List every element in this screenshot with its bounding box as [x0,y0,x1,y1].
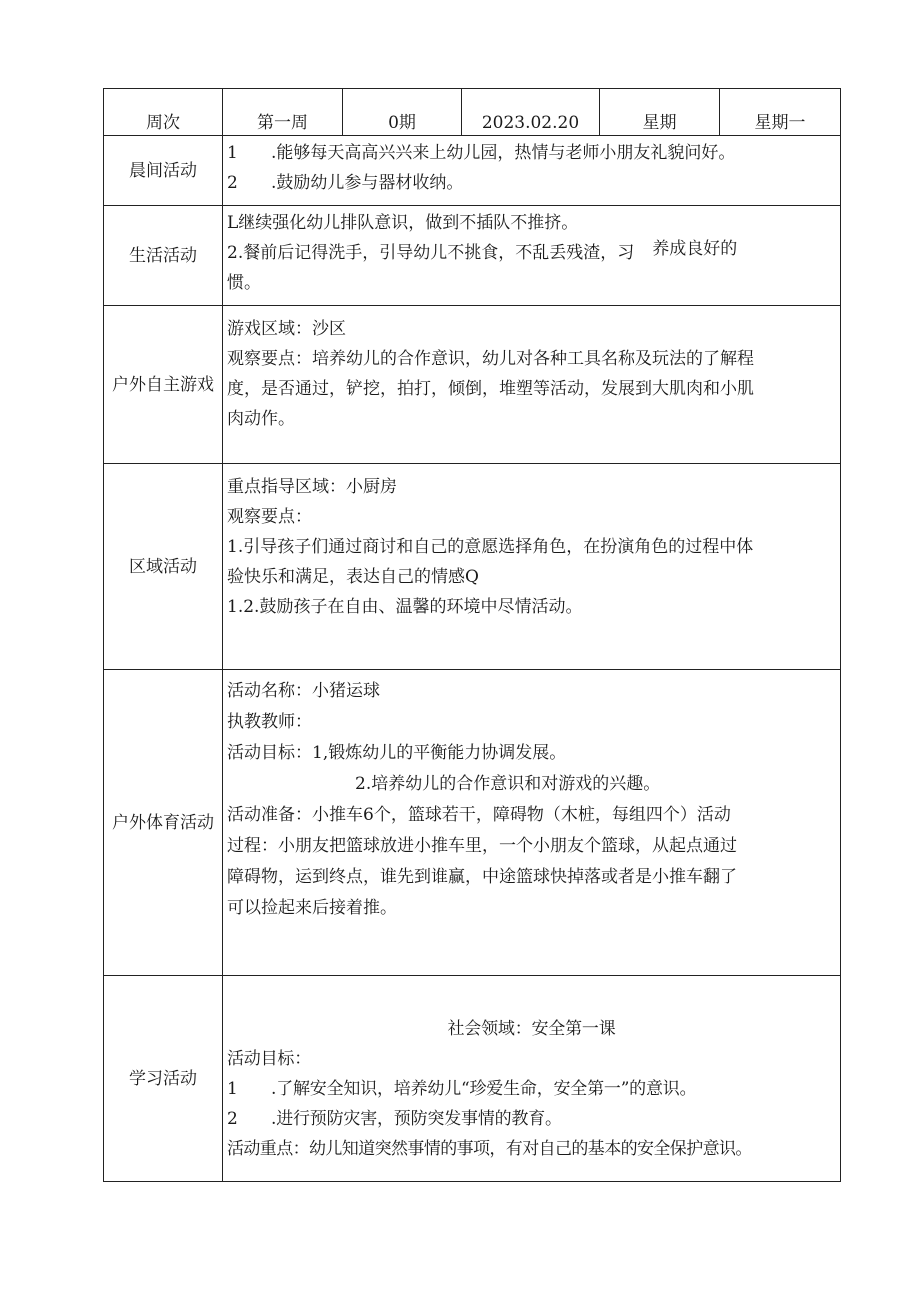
area-point: 1.2.鼓励孩子在自由、温馨的环境中尽情活动。 [227,597,583,617]
outdoor-area: 游戏区域：沙区 [227,319,346,339]
area-activity-label: 区域活动 [104,464,223,670]
daily-plan-table [103,88,841,1182]
period-value: 0期 [343,89,462,136]
life-line: L继续强化幼儿排队意识，做到不插队不推挤。 [227,213,579,233]
life-content [223,206,841,306]
area-point: 1.引导孩子们通过商讨和自己的意愿选择角色，在扮演角色的过程中体 [227,537,754,557]
pe-goal: 活动目标：1,锻炼幼儿的平衡能力协调发展。 [227,743,567,763]
study-label: 学习活动 [104,976,223,1182]
study-goal-title: 活动目标： [227,1049,311,1069]
outdoor-obs: 肉动作。 [227,409,295,429]
outdoor-free-label: 户外自主游戏 [104,306,223,464]
life-row [104,206,841,306]
morning-row [104,136,841,206]
plan-page [103,88,840,1182]
week-label: 周次 [104,89,223,136]
outdoor-free-row [104,306,841,464]
study-item: 2 .进行预防灾害，预防突发事情的教育。 [227,1109,562,1129]
life-label: 生活活动 [104,206,223,306]
pe-teacher: 执教教师： [227,712,312,732]
pe-row [104,670,841,976]
week-value: 第一周 [223,89,343,136]
header-row [104,89,841,136]
pe-prep: 过程：小朋友把篮球放进小推车里，一个小朋友个篮球，从起点通过 [227,836,737,856]
study-item: 1 .了解安全知识，培养幼儿“珍爱生命，安全第一”的意识。 [227,1079,697,1099]
life-line: 2.餐前后记得洗手，引导幼儿不挑食，不乱丢残渣，习 养成良好的 [227,239,738,263]
pe-name: 活动名称：小猪运球 [227,681,380,701]
pe-prep: 障碍物，运到终点，谁先到谁赢，中途篮球快掉落或者是小推车翻了 [227,867,737,887]
area-activity-content [223,464,841,670]
weekday-label: 星期 [600,89,720,136]
pe-prep: 活动准备：小推车6个，篮球若干，障碍物（木桩，每组四个）活动 [227,805,731,825]
pe-content [223,670,841,976]
weekday-value: 星期一 [720,89,841,136]
morning-item: 1 .能够每天高高兴兴来上幼儿园，热情与老师小朋友礼貌问好。 [227,143,736,163]
pe-prep: 可以捡起来后接着推。 [227,898,397,918]
date-value: 2023.02.20 [462,89,600,136]
morning-content [223,136,841,206]
study-row [104,976,841,1182]
morning-label: 晨间活动 [104,136,223,206]
outdoor-obs: 度，是否通过，铲挖，拍打，倾倒，堆塑等活动，发展到大肌肉和小肌 [227,379,754,399]
pe-label: 户外体育活动 [104,670,223,976]
morning-item: 2 .鼓励幼儿参与器材收纳。 [227,173,464,193]
life-line: 惯。 [227,273,261,293]
study-key: 活动重点：幼儿知道突然事情的事项，有对自己的基本的安全保护意识。 [227,1139,752,1159]
study-title: 社会领域：安全第一课 [447,1019,616,1039]
area-point: 验快乐和满足，表达自己的情感Q [227,567,479,587]
area-obs-title: 观察要点： [227,507,312,527]
area-activity-row [104,464,841,670]
study-content [223,976,841,1182]
area-focus: 重点指导区域：小厨房 [227,477,397,497]
outdoor-obs: 观察要点：培养幼儿的合作意识，幼儿对各种工具名称及玩法的了解程 [227,349,754,369]
outdoor-free-content [223,306,841,464]
pe-goal: 2.培养幼儿的合作意识和对游戏的兴趣。 [355,774,661,794]
